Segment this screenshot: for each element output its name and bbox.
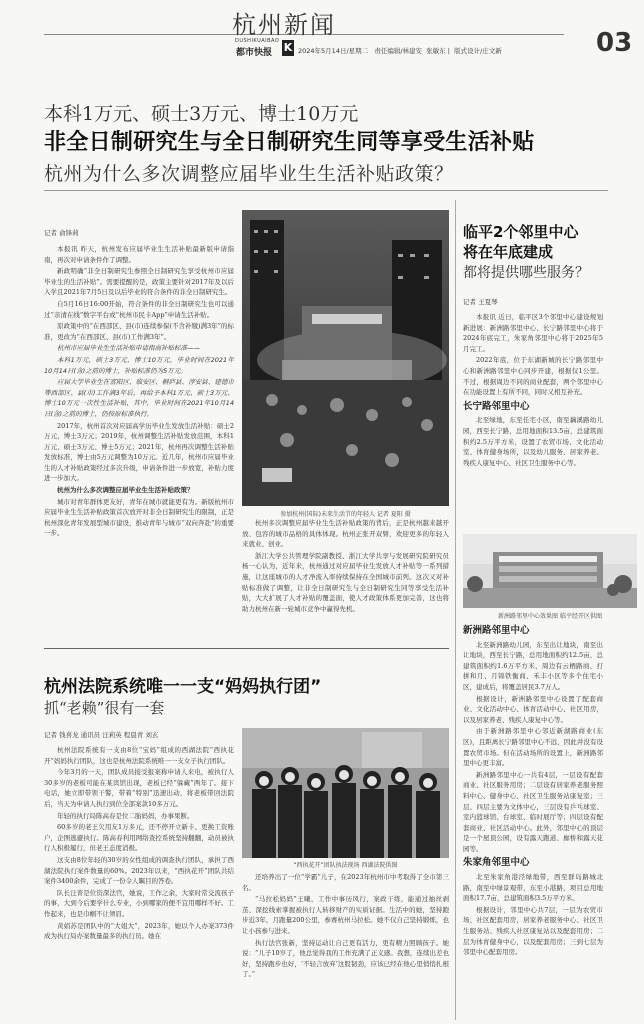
- lead-para: 应届大学毕业生在富阳区、临安区、桐庐县、淳安县、建德市等西部区、县(市)工作满3年后，再给予本科1万元、硕士3万元、博士10万元一次性生活补贴，其中，毕业时间在2021年10月14日(含)之前的博士，仍按原标准执行。: [44, 378, 234, 418]
- brand-name: 都市快报: [236, 48, 273, 58]
- court-para: 执行法官张新，坚持运动让自己更有活力，更有精力照顾孩子。她说：“儿子10岁了，他总觉得我的工作充满了正义感。我想，连续出差也好，坚持跑步也好，‘不轻言放弃’这股韧劲，应该已经在他心里悄悄扎根了。”: [242, 938, 449, 979]
- lead-para: 本科1万元，硕士3万元，博士10万元，毕业时间在2021年10月14日(含)之前的博士，补贴标准仍为5万元。: [44, 355, 234, 375]
- court-para: 还培养出了一位“学霸”儿子，在2023年杭州市中考取得了全市第三名。: [242, 873, 449, 892]
- court-para: 这支由8位年轻的30岁的女性组成的调查执行团队，承担了西湖法院执行案件数量的60%。2023年以来，“西执花开”团队共结案件3400余件，完成了一份令人瞩目的答卷。: [44, 855, 234, 886]
- section-divider: [44, 648, 449, 649]
- court-headline: 杭州法院系统唯一一支“妈妈执行团”: [44, 677, 322, 697]
- court-photo: [242, 728, 449, 858]
- section-title-changning: 长宁路邻里中心: [463, 400, 530, 412]
- lead-para: 新政明确“非全日制研究生参照全日制研究生享受杭州市应届毕业生的生活补贴”。需要提醒的是，政策主要针对2017年及以后入学且2021年7月5日及以后毕业的符合条件的非全日制研究生。: [44, 267, 234, 297]
- section-title-zhujiajiao: 朱家角邻里中心: [463, 857, 530, 869]
- court-team-illustration: [242, 728, 449, 858]
- lead-para: 原政策中的“在西部区、县(市)连续参保(不含补缴)满3年”的标准，更改为“在西部区、县(市)工作满3年”。: [44, 322, 234, 341]
- lead-column-2: [242, 518, 449, 642]
- lead-para: 杭州市应届毕业生生活补贴申请指南补贴标准——: [57, 344, 200, 353]
- lead-photo-caption: 参加杭州(国际)未来生活节的年轻人 记者 夏阳 摄: [280, 511, 411, 518]
- proofreader: 张敏东: [426, 47, 446, 55]
- right-column-divider: [455, 200, 456, 1020]
- section-title: 杭州新闻: [232, 11, 336, 39]
- court-para: 今年3月的一天，团队成员接受报案称申请人来电，被执行人30多岁的老板可能在某宾馆出现，老板已经“躲藏”两年了。接下电话，她立即带领干警，带着“特别”迅速出动，将老板带回法院后，当天为申请人执行到位全部案款10多万元。: [44, 768, 234, 808]
- court-subhead: 抓“老赖”很有一套: [44, 699, 165, 717]
- masthead: [0, 0, 644, 72]
- lead-para: 浙江大学公共管理学院副教授、浙江大学共享与发展研究院研究员杨一心认为，近年来，杭州通过对应届毕业生发放人才补贴等一系列措施，让这座城市的人才净流入率持续保持在全国城市前列。这次又对补贴标准做了调整，让非全日制研究生与全日制研究生同等享受生活补贴，大大扩展了人才补贴的覆盖面，使人才政策体系更加完善，这也将助力杭州在新一轮城市竞争中赢得先机。: [242, 551, 449, 613]
- lead-byline: 记者 俞锋莉: [44, 229, 79, 237]
- court-para: 黄娟苏是团队中的“大姐大”，2023年，她以个人办案373件成为执行局办案数量最多的执行员。她在: [44, 921, 234, 941]
- neighborhood-column-bottom: [463, 622, 603, 1020]
- editor: 责任编辑/林建安: [374, 47, 423, 55]
- court-photo-caption: “西执花开”团队执法现场 西湖法院供图: [293, 862, 398, 869]
- neighborhood-photo: [463, 534, 637, 608]
- brand-pinyin: DUSHIKUAIBAO: [235, 38, 280, 44]
- date-line: 2024年5月14日/星期二: [298, 47, 369, 55]
- lead-headline: 非全日制研究生与全日制研究生同等享受生活补贴: [44, 130, 535, 155]
- court-para: 杭州法院系统有一支由8位“宝妈”组成的西湖法院“西执花开”妈妈执行团队，这也是杭州法院系统唯一一支女子执行团队。: [44, 746, 234, 765]
- night-street-illustration: [242, 210, 449, 506]
- neighborhood-para: 由于新洲路邻里中心邻近新湖路商业(东区)，且距离长宁路邻里中心不远，因此并没有设置农贸市场。但在活动场所的设置上，新洲路邻里中心更丰富。: [463, 727, 603, 768]
- neighborhood-para: 2022年底，位于东湖新城的长宁路邻里中心和新洲路邻里中心同步开建，根据仅1公里。不过，根据周边不同的商业配套，两个邻里中心在功能设置上有所不同，同时又相互补充。: [463, 356, 603, 397]
- neighborhood-para: 北至朱家角港泾绿地带，西至群岛路城北路，南至中绿景观带，东至小港路，项目总用地面积17.7亩，总建筑面积3.5万平方米。: [463, 873, 603, 903]
- page-number: 03: [596, 28, 633, 58]
- court-column-2: [242, 872, 449, 1020]
- brand-logo-icon: K: [283, 41, 293, 54]
- neighborhood-para: 北至绿地，东至任宅小区，南至藕溪路幼儿园，西至长宁路，总用地面积13.5亩，总建筑面积约2.5万平方米，设置了农贸市场、文化活动室、体育健身场所，以及幼儿服务、居家养老、残疾人康复中心、社区卫生服务中心等。: [463, 416, 603, 467]
- lead-photo: [242, 210, 449, 506]
- masthead-info-line: 2024年5月14日/星期二 责任编辑/林建安 张敏东 | 版式设计/庄文新: [298, 47, 502, 55]
- neighborhood-para: 根据设计，新洲路邻里中心设置了配套商业、文化活动中心、体育活动中心、社区用房，以及居家养老、残疾人康复中心等。: [463, 694, 603, 724]
- neighborhood-para: 根据设计，邻里中心共7层，一层为农贸市场、社区配套用房，居家养老服务中心、社区卫生服务站、残疾人社区康复站以及配套用房；二层为体育健身中心，以及配套用房；三到七层为邻里中心配套用房。: [463, 905, 603, 957]
- neighborhood-headline-1: 临平2个邻里中心: [463, 223, 579, 241]
- lead-para: 本报讯 昨天，杭州发布应届毕业生生活补贴最新版申请指南，再次对申请条件作了调整。: [44, 245, 234, 264]
- designer: 版式设计/庄文新: [454, 47, 502, 55]
- neighborhood-para: 新洲路邻里中心一共有4层，一层设有配套商业、社区服务用房；二层设有居家养老服务照料中心、健身中心、社区卫生服务站康复室；三层、四层主要为文体中心，三层设有乒乓球室、室内篮球馆、台球室、临时展厅等；四层设有配套商业、社区活动中心。此外，邻里中心的顶层是一个屋顶公园，设有露天跑道、廊桥和露天花园等。: [463, 770, 603, 853]
- lead-column-1: [44, 244, 234, 642]
- court-column-1: [44, 745, 234, 1020]
- neighborhood-para: 北至新洲路幼儿园，东至出让地块，南至出让地块，西至长宁路，总用地面积约12.5亩，总建筑面积约1.6万平方米，周边有云栖路商、打拼和月、月锦铁衡商、禾丰小区等多个住宅小区，建成后，将覆盖居民3.7万人。: [463, 640, 603, 691]
- lead-para: 自5月16日16:00开始，符合条件的非全日制研究生也可以通过“亲清在线”数字平台或“杭州市民卡App”申请生活补贴。: [44, 299, 234, 319]
- court-para: 队长汪菁是位资深法官，她说，工作之余，大家时常交流孩子的事，大到今后要学什么专业，小到哪家的便不宜用哪样不好。工作起来，也是巾帼不让须眉。: [44, 888, 234, 918]
- lead-para: 杭州多次调整应届毕业生生活补贴政策的背后，正是杭州越来越开放、包容的城市品格的具体体现。杭州正张开双臂，欢迎更多的年轻人来就业、创业。: [242, 519, 449, 549]
- neighborhood-photo-caption: 新洲路邻里中心效果图 临平经开区供图: [498, 613, 602, 620]
- lead-para: 2017年，杭州首次对应届高学历毕业生发放生活补贴：硕士2万元，博士3万元；2019年，杭州调整生活补贴发放范围，本科1万元、硕士3万元、博士5万元；2021年，杭州再次调整生活补贴发放标准，博士由5万元调整为10万元。近几年，杭州市应届毕业生的人才补贴政策经过多次升级，申请条件进一步放宽，补贴力度进一步加大。: [44, 421, 234, 483]
- neighborhood-headline-2: 将在年底建成: [463, 243, 554, 261]
- court-para: “马拉松妈妈”王曦，工作中事历风行，案政干练，能通过抽丝剥茧、深挖线索掌握被执行人转移财产的实质证据。生活中的她，坚持跑步近3年，月跑量200公里，参赛杭州马拉松。她不仅自己坚持锻炼，也让小孩参与进来。: [242, 895, 449, 935]
- lead-kicker: 本科1万元、硕士3万元、博士10万元: [44, 103, 359, 125]
- neighborhood-column-top: [463, 312, 603, 530]
- court-para: 年轻的执行局陈高春是位二胎妈妈，办事果断。: [57, 811, 194, 820]
- lead-subhead: 杭州为什么多次调整应届毕业生生活补贴政策？: [44, 163, 454, 185]
- court-byline: 记者 钱喜龙 通讯员 汪莉英 程晨青 刘玄: [44, 731, 159, 739]
- building-rendering-illustration: [463, 534, 637, 608]
- neighborhood-byline: 记者 王夏琴: [463, 298, 498, 306]
- court-para: 60多岁的老王欠用友1万多元，还不停开立新卡、更换工资账户，企图逃避执行。陈高春利用网络查控系统坚持翻翻，动员被执行人积极履行，但老王态度消极。: [44, 823, 234, 853]
- lead-para: 城市对青年群体更友好，青年在城市就能更有为。新版杭州市应届毕业生生活补贴政策首次放开对非全日制研究生的限制，正是杭州深化青年发展型城市建设，推动青年与城市“双向奔赴”的重要一步。: [44, 497, 234, 538]
- lead-head-rule: [44, 190, 608, 191]
- lead-para: 杭州为什么多次调整应届毕业生生活补贴政策？: [57, 486, 194, 495]
- neighborhood-subhead: 都将提供哪些服务？: [463, 265, 589, 281]
- section-title-xinzhou: 新洲路邻里中心: [463, 625, 530, 636]
- neighborhood-para: 本报讯 近日，临平区3个邻里中心建设规划新进展：新洲路邻里中心、长宁路邻里中心将于2024年底完工，朱家角邻里中心将于2025年5月完工。: [463, 313, 603, 353]
